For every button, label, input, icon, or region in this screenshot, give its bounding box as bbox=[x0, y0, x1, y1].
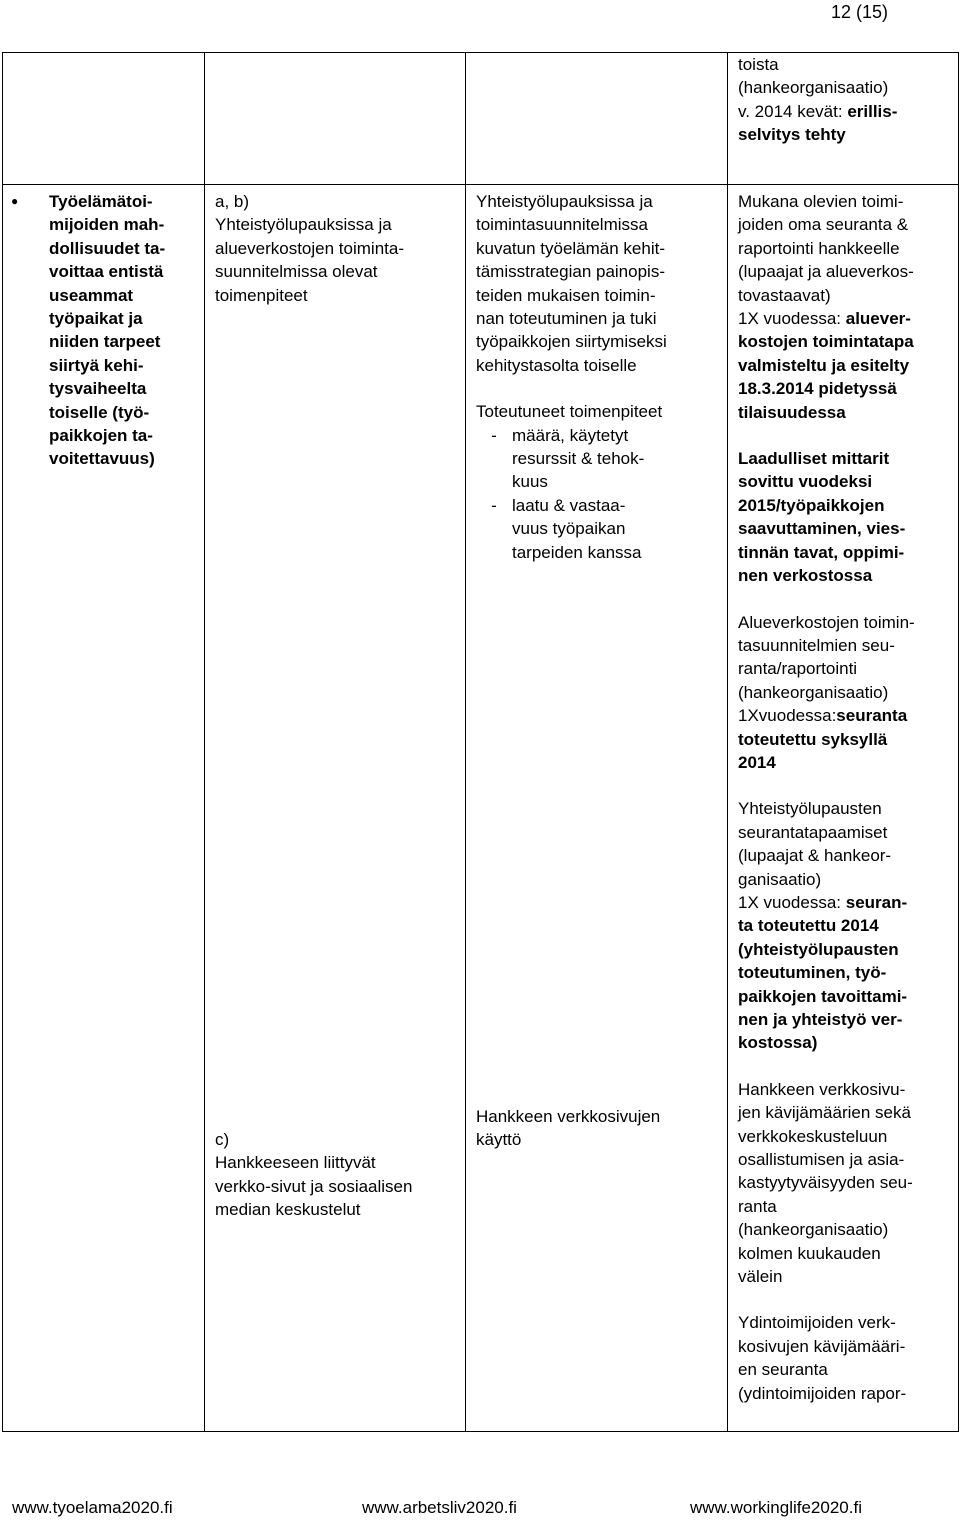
table-row-continuation bbox=[3, 53, 959, 185]
evaluation-block-6: Ydintoimijoiden verk- kosivujen kävijämääri- en seuranta (ydintoimijoiden rapor- bbox=[738, 1313, 907, 1403]
evaluation-block-4 bbox=[738, 797, 954, 1054]
eval-4-bold: seuran- ta toteutettu 2014 (yhteistyölupausten toteutuminen, työ- paikkojen tavoittami- nen ja yhteistyö ver- kostossa) bbox=[738, 892, 908, 1053]
measure-cell bbox=[205, 185, 466, 1432]
indicator-ab-heading: Toteutuneet toimenpiteet bbox=[476, 402, 663, 422]
evaluation-table bbox=[2, 52, 959, 1432]
indicator-cell bbox=[466, 185, 728, 1432]
table-row-main bbox=[3, 185, 959, 1432]
status-bold-text: erillis- bbox=[847, 101, 898, 121]
footer-link-center[interactable]: www.arbetsliv2020.fi bbox=[362, 1498, 517, 1517]
dash-marker: - bbox=[491, 425, 497, 445]
measure-c-text: c) Hankkeeseen liittyvät verkko-sivut ja sosiaalisen median keskustelut bbox=[215, 1130, 413, 1220]
page-number: 12 (15) bbox=[830, 2, 888, 22]
evaluation-block-2: Laadulliset mittarit sovittu vuodeksi 2015/työpaikkojen saavuttaminen, vies- tinnän tavat, oppimi- nen verkostossa bbox=[738, 449, 906, 586]
list-item bbox=[476, 424, 717, 494]
dash-marker: - bbox=[491, 495, 497, 515]
list-item-text: määrä, käytetyt resurssit & tehok- kuus bbox=[512, 425, 645, 492]
footer-link-right[interactable]: www.workinglife2020.fi bbox=[690, 1498, 862, 1517]
status-normal-text: v. 2014 kevät: bbox=[738, 101, 848, 121]
eval-1-normal: Mukana olevien toimi- joiden oma seuranta & raportointi hankkeelle (lupaajat ja alueverkos- tovastaavat) 1X vuodessa: bbox=[738, 192, 914, 329]
topic-cell bbox=[3, 185, 205, 1432]
eval-3-normal: Alueverkostojen toimin- tasuunnitelmien seu- ranta/raportointi (hankeorganisaatio) 1Xvuodessa: bbox=[738, 612, 915, 726]
evaluation-block-3 bbox=[738, 611, 954, 775]
eval-1-tail-bold: tilaisuudessa bbox=[738, 402, 846, 422]
indicator-ab-text: Yhteistyölupauksissa ja toimintasuunnitelmissa kuvatun työelämän kehit- tämisstrategian painopis- teiden mukaisen toimin- nan toteutuminen ja tuki työpaikkojen siirtymiseksi kehitystasolta toiselle bbox=[476, 192, 667, 375]
evaluation-cell bbox=[728, 185, 959, 1432]
evaluation-block-1 bbox=[738, 190, 954, 424]
list-item bbox=[476, 494, 717, 564]
eval-1-tail-normal: 2014 pidetyssä bbox=[775, 379, 897, 399]
evaluation-block-5: Hankkeen verkkosivu- jen kävijämäärien sekä verkkokeskusteluun osallistumisen ja asia- kastyytyväisyyden seu- ranta (hankeorganisaatio) kolmen kuukauden välein bbox=[738, 1079, 913, 1287]
indicator-c-text: Hankkeen verkkosivujen käyttö bbox=[476, 1107, 661, 1150]
measure-cell-empty bbox=[205, 53, 466, 185]
continued-line-2: (hankeorganisaatio) bbox=[738, 78, 889, 98]
bullet-icon: ● bbox=[11, 194, 19, 208]
topic-item bbox=[3, 187, 194, 471]
topic-cell-empty bbox=[3, 53, 205, 185]
measure-ab-text: a, b) Yhteistyölupauksissa ja alueverkostojen toiminta- suunnitelmissa olevat toimenpiteet bbox=[215, 192, 404, 305]
continued-line-1: toista bbox=[738, 55, 779, 74]
continued-status-line2: selvitys tehty bbox=[738, 125, 846, 145]
list-item-text: laatu & vastaa- vuus työpaikan tarpeiden kanssa bbox=[512, 495, 642, 562]
continued-status bbox=[738, 100, 948, 123]
indicator-cell-empty bbox=[466, 53, 728, 185]
eval-1-bold: aluever- kostojen toimintatapa valmisteltu ja esitelty 18.3. bbox=[738, 309, 914, 399]
eval-3-bold: seuranta toteutettu syksyllä 2014 bbox=[738, 706, 908, 772]
topic-text: Työelämätoi- mijoiden mah- dollisuudet ta- voittaa entistä useammat työpaikat ja niiden tarpeet siirtyä kehi- tysvaiheelta toiselle (työ- paikkojen ta- voitettavuus) bbox=[49, 192, 166, 469]
eval-4-normal: Yhteistyölupausten seurantatapaamiset (lupaajat & hankeor- ganisaatio) 1X vuodessa: bbox=[738, 799, 892, 912]
evaluation-cell-continued bbox=[728, 53, 959, 185]
footer-link-left[interactable]: www.tyoelama2020.fi bbox=[12, 1498, 173, 1517]
